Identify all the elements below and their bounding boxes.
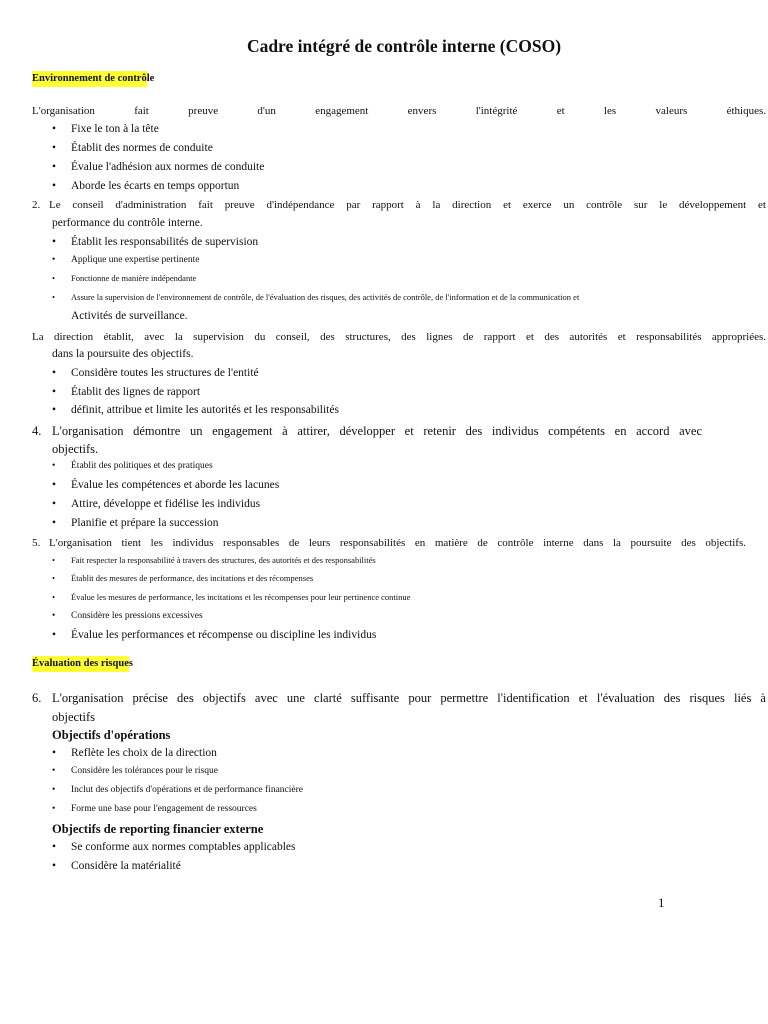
page-title: Cadre intégré de contrôle interne (COSO) — [246, 36, 562, 56]
section-heading-evaluation-risques — [32, 658, 133, 669]
list-item: • Inclut des objectifs d'opérations et de performance financière — [52, 785, 303, 795]
bullet-icon: • — [52, 841, 57, 853]
subheading-operations: Objectifs d'opérations — [52, 728, 171, 742]
principle-6-continuation: objectifs — [52, 710, 96, 724]
highlighted-text: Environnement de contrô — [32, 71, 147, 87]
principle-1: L'organisation fait preuve d'un engagement envers l'intégrité et les valeurs éthiques. — [32, 105, 766, 117]
bullet-icon: • — [52, 386, 57, 398]
list-item: • Assure la supervision de l'environnement de contrôle, de l'évaluation des risques, des activités de contrôle, de l'information et de la communication et — [52, 292, 580, 302]
bullet-icon: • — [52, 292, 55, 302]
section-heading-environnement — [32, 73, 154, 84]
principle-4: 4. L'organisation démontre un engagement à attirer, développer et retenir des individus compétents en accord avec — [32, 424, 702, 438]
list-item: • Établit des mesures de performance, des incitations et des récompenses — [52, 573, 314, 583]
list-item: • Évalue les performances et récompense ou discipline les individus — [52, 629, 377, 641]
list-item: • Reflète les choix de la direction — [52, 747, 217, 759]
bullet-icon: • — [52, 498, 57, 510]
bullet-icon: • — [52, 123, 57, 135]
list-item: • Forme une base pour l'engagement de ressources — [52, 804, 257, 814]
list-item: • Établit les responsabilités de supervision — [52, 236, 259, 248]
bullet-icon: • — [52, 860, 57, 872]
list-item: • Considère la matérialité — [52, 860, 181, 872]
list-item: • Fait respecter la responsabilité à travers des structures, des autorités et des responsabilités — [52, 555, 376, 565]
heading-tail: le — [146, 73, 155, 84]
bullet-icon: • — [52, 611, 56, 621]
list-item: • Considère les pressions excessives — [52, 611, 203, 621]
highlighted-text: Évaluation des risque — [32, 656, 129, 672]
list-item: • Établit des politiques et des pratiques — [52, 461, 213, 471]
bullet-icon: • — [52, 517, 57, 529]
bullet-icon: • — [52, 161, 57, 173]
list-item: • Planifie et prépare la succession — [52, 517, 219, 529]
bullet-icon: • — [52, 573, 55, 583]
bullet-icon: • — [52, 629, 57, 641]
list-item: • Aborde les écarts en temps opportun — [52, 180, 240, 192]
subheading-reporting: Objectifs de reporting financier externe — [52, 822, 264, 836]
bullet-icon: • — [52, 180, 57, 192]
principle-3: La direction établit, avec la supervision du conseil, des structures, des lignes de rapport et des autorités et responsabilités appropriées. — [32, 331, 766, 343]
bullet-icon: • — [52, 236, 57, 248]
principle-2: 2. Le conseil d'administration fait preuve d'indépendance par rapport à la direction et exerce un contrôle sur le développement et — [32, 199, 766, 211]
list-item: • Établit des normes de conduite — [52, 142, 213, 154]
list-item: • définit, attribue et limite les autorités et les responsabilités — [52, 404, 339, 416]
list-item-continuation: Activités de surveillance. — [71, 310, 188, 322]
bullet-icon: • — [52, 142, 57, 154]
bullet-icon: • — [52, 555, 55, 565]
bullet-icon: • — [52, 747, 57, 759]
list-item: • Évalue l'adhésion aux normes de conduite — [52, 161, 265, 173]
principle-3-continuation: dans la poursuite des objectifs. — [52, 348, 194, 360]
bullet-icon: • — [52, 479, 57, 491]
list-item: • Considère toutes les structures de l'entité — [52, 367, 259, 379]
bullet-icon: • — [52, 273, 55, 283]
principle-4-continuation: objectifs. — [52, 442, 99, 456]
principle-6: 6. L'organisation précise des objectifs avec une clarté suffisante pour permettre l'identification et l'évaluation des risques liés à — [32, 691, 766, 705]
bullet-icon: • — [52, 766, 56, 776]
page-number: 1 — [658, 895, 665, 910]
list-item: • Fonctionne de manière indépendante — [52, 273, 197, 283]
principle-5: 5. L'organisation tient les individus responsables de leurs responsabilités en matière de contrôle interne dans la poursuite des objectifs. — [32, 537, 746, 549]
bullet-icon: • — [52, 367, 57, 379]
bullet-icon: • — [52, 592, 55, 602]
heading-tail: s — [128, 658, 133, 669]
list-item: • Applique une expertise pertinente — [52, 255, 200, 265]
list-item: • Fixe le ton à la tête — [52, 123, 159, 135]
bullet-icon: • — [52, 785, 56, 795]
bullet-icon: • — [52, 404, 57, 416]
list-item: • Établit des lignes de rapport — [52, 386, 201, 398]
list-item: • Attire, développe et fidélise les individus — [52, 498, 261, 510]
bullet-icon: • — [52, 255, 56, 265]
list-item: • Considère les tolérances pour le risque — [52, 766, 218, 776]
list-item: • Évalue les mesures de performance, les incitations et les récompenses pour leur pertinence continue — [52, 592, 411, 602]
bullet-icon: • — [52, 804, 56, 814]
list-item: • Se conforme aux normes comptables applicables — [52, 841, 296, 853]
principle-2-continuation: performance du contrôle interne. — [52, 217, 203, 229]
list-item: • Évalue les compétences et aborde les lacunes — [52, 479, 280, 491]
bullet-icon: • — [52, 461, 56, 471]
